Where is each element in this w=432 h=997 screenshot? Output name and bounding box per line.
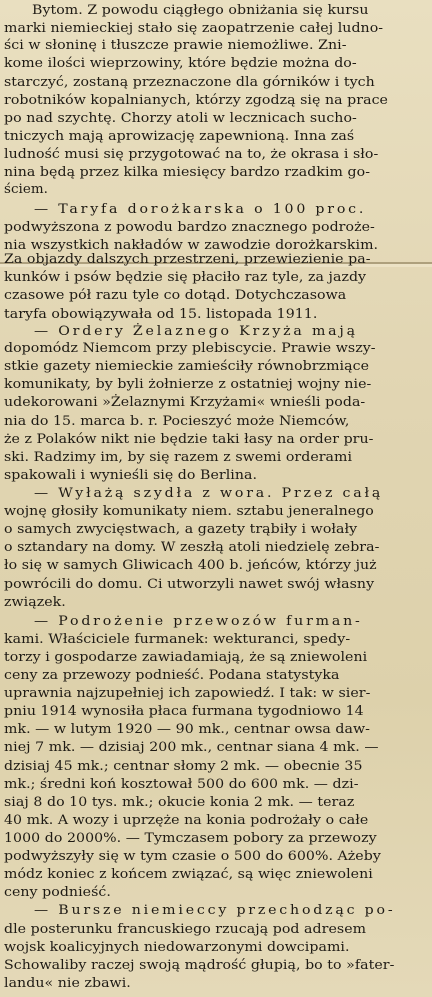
text-line: mk.; średni koń kosztował 500 do 600 mk. — dzi- [4,776,359,792]
text-line: Bytom. Z powodu ciągłego obniżania się kursu [32,3,369,18]
text-line: o sztandary na domy. W zeszłą atoli niedzielę zebra- [4,540,380,556]
text-line: — Bursze niemieccy przechodząc po- [34,903,396,919]
text-line: kunków i psów będzie się płaciło raz tyle, za jazdy [4,270,367,286]
text-line: nia wszystkich nakładów w zawodzie dorożkarskim. [4,238,379,254]
text-line: ści w słoninę i tłuszcze prawie niemożliwe. Zni- [4,38,347,54]
text-line: — Taryfa dorożkarska o 100 proc. [34,202,367,218]
text-line: taryfa obowiązywała od 15. listopada 1911. [4,306,318,322]
text-line: marki niemieckiej stało się zaopatrzenie całej ludno- [4,21,384,37]
text-line: związek. [4,594,66,610]
text-line: mk. — w lutym 1920 — 90 mk., centnar owsa daw- [4,722,371,738]
text-line: udekorowani »Żelaznymi Krzyżami« wnieśli poda- [4,395,366,411]
text-line: — Wyłażą szydła z wora. Przez całą [34,485,384,501]
text-line: Za objazdy dalszych przestrzeni, przewiezienie pa- [4,252,371,268]
text-line: kome ilości wieprzowiny, które będzie można do- [4,56,357,72]
text-line: ludność musi się przygotować na to, że okrasa i sło- [4,147,379,163]
text-line: kami. Właściciele furmanek: wekturanci, spedy- [4,631,351,647]
text-line: po nad szychtę. Chorzy atoli w lecznicach sucho- [4,110,357,126]
text-line: ski. Radzimy im, by się razem z swemi orderami [4,449,353,465]
text-line: landu« nie zbawi. [4,975,131,991]
text-line: niej 7 mk. — dzisiaj 200 mk., centnar siana 4 mk. — [4,740,379,756]
text-line: — Ordery Żelaznego Krzyża mają [34,323,358,339]
text-line: wojsk koalicyjnych niedowarzonymi dowcipami. [4,939,350,955]
text-line: pniu 1914 wynosiła płaca furmana tygodniowo 14 [4,704,364,720]
text-line: dle posterunku francuskiego rzucają pod adresem [4,921,367,937]
text-line: Schowaliby raczej swoją mądrość głupią, bo to »fater- [4,957,395,973]
text-line: komunikaty, by byli żołnierze z ostatniej wojny nie- [4,377,372,393]
text-line: o samych zwycięstwach, a gazety trąbiły i wołały [4,522,358,538]
text-line: 1000 do 2000%. — Tymczasem pobory za przewozy [4,830,377,846]
text-line: ściem. [4,182,48,198]
text-line: nina będą przez kilka miesięcy bardzo rzadkim go- [4,165,371,181]
text-line: czasowe pół razu tyle co dotąd. Dotychczasowa [4,288,347,304]
text-line: nia do 15. marca b. r. Pocieszyć może Niemców, [4,413,350,429]
text-line: 40 mk. A wozy i uprzęże na konia podrożały o całe [4,812,369,828]
text-line: torzy i gospodarze zawiadamiają, że są zniewoleni [4,649,368,665]
text-line: starczyć, zostaną przeznaczone dla górników i tych [4,74,375,90]
text-line: robotników kopalnianych, którzy zgodzą się na prace [4,92,388,108]
text-line: siaj 8 do 10 tys. mk.; okucie konia 2 mk. — teraz [4,794,355,810]
text-line: spakowali i wynieśli się do Berlina. [4,467,258,483]
text-line: módz koniec z końcem związać, są więc zniewoleni [4,867,373,883]
text-line: podwyższyły się w tym czasie o 500 do 600%. Ażeby [4,849,381,865]
text-line: ło się w samych Gliwicach 400 b. jeńców, którzy już [4,558,377,574]
text-line: tniczych mają aprowizację zapewnioną. Inna zaś [4,128,355,144]
text-line: dopomódz Niemcom przy plebiscycie. Prawie wszy- [4,341,376,357]
text-line: uprawnia najzupełniej ich zapowiedź. I tak: w sier- [4,686,371,702]
text-line: podwyższona z powodu bardzo znacznego podroże- [4,220,375,236]
text-line: że z Polaków nikt nie będzie taki łasy na order pru- [4,431,374,447]
text-line: powrócili do domu. Ci utworzyli nawet swój własny [4,576,375,592]
text-line: — Podrożenie przewozów furman- [34,613,363,629]
text-line: ceny za przewozy podnieść. Podana statystyka [4,667,340,683]
text-line: wojnę głosiły komunikaty niem. sztabu jeneralnego [4,504,374,520]
text-line: dzisiaj 45 mk.; centnar słomy 2 mk. — obecnie 35 [4,758,363,774]
text-line: stkie gazety niemieckie zamieściły równobrzmiące [4,359,370,375]
text-line: ceny podnieść. [4,885,111,901]
